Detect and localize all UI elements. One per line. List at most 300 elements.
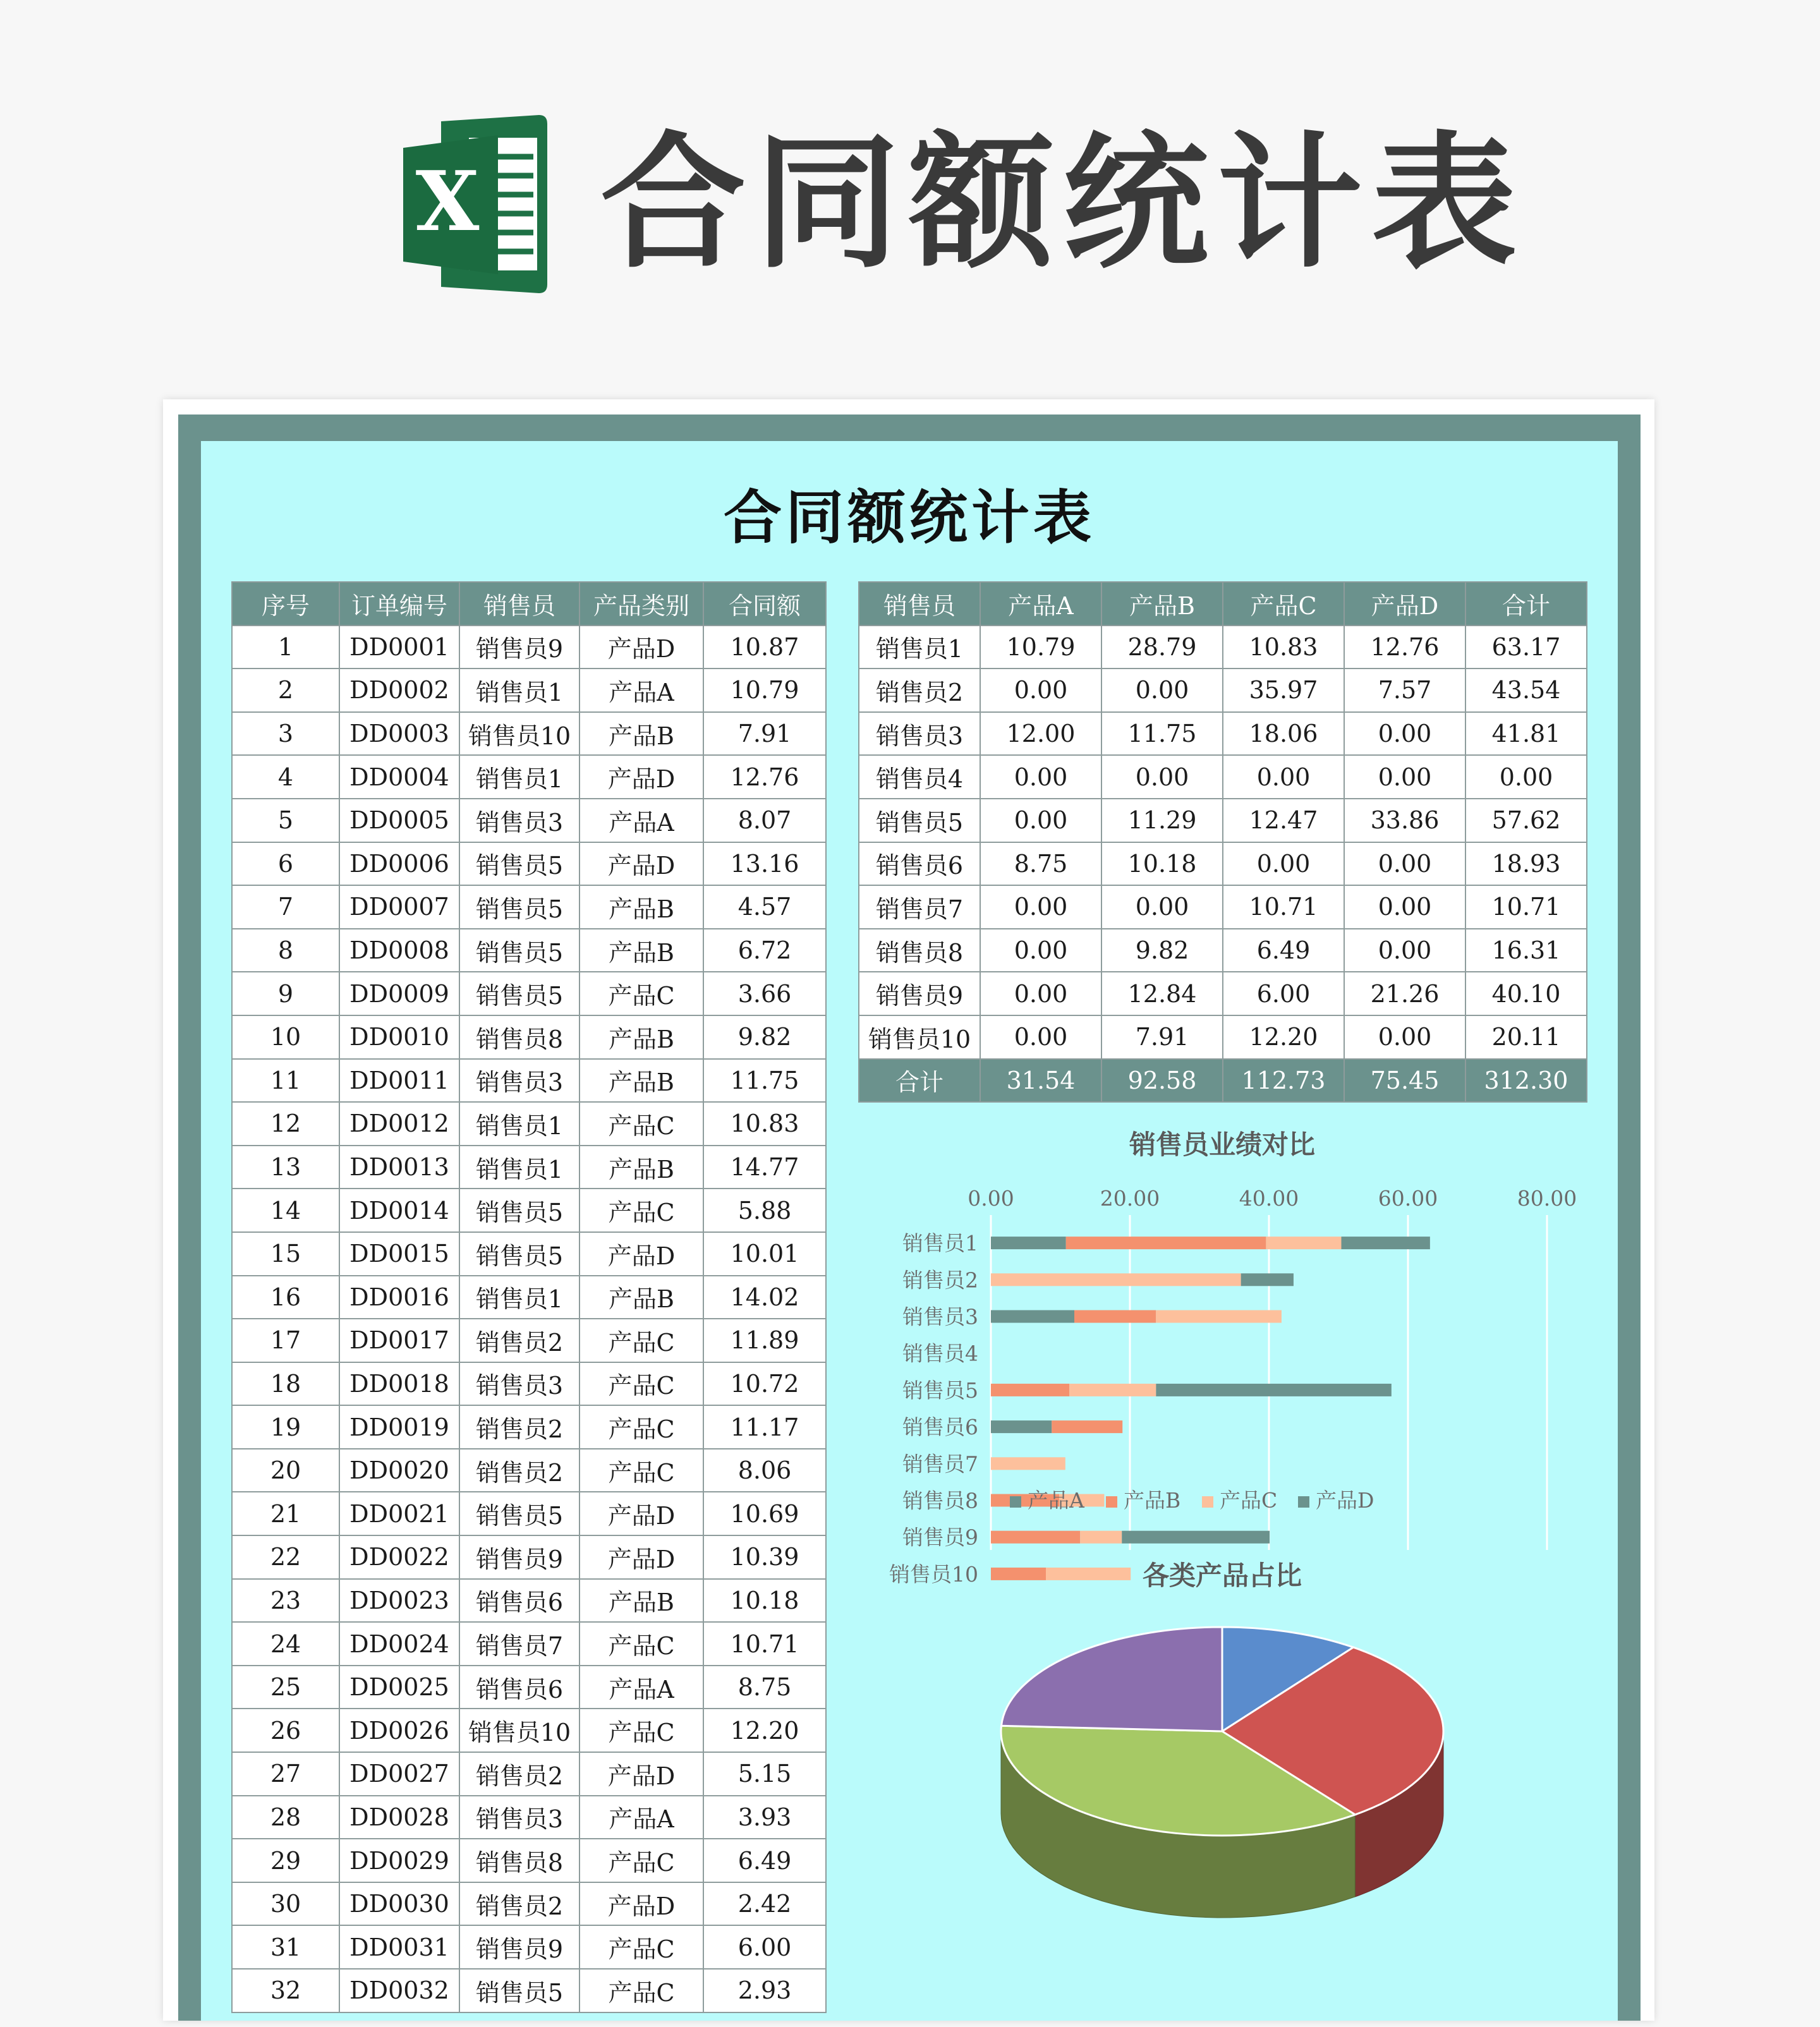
table-cell[interactable]: 57.62 (1465, 799, 1587, 842)
table-cell[interactable]: 销售员3 (459, 1362, 579, 1406)
table-cell[interactable]: 销售员1 (459, 1146, 579, 1189)
table-cell[interactable]: 产品B (579, 1276, 703, 1319)
table-cell[interactable]: 2.42 (703, 1882, 826, 1926)
table-cell[interactable]: 0.00 (1344, 712, 1465, 756)
table-cell[interactable]: DD0029 (339, 1839, 459, 1882)
table-cell[interactable]: 14 (232, 1189, 339, 1232)
table-cell[interactable]: 18 (232, 1362, 339, 1406)
legend-label: 产品A (1028, 1488, 1084, 1513)
x-tick-label: 60.00 (1378, 1186, 1438, 1211)
table-cell[interactable]: 0.00 (1465, 755, 1587, 799)
table-cell[interactable]: 41.81 (1465, 712, 1587, 756)
table-cell[interactable]: 0.00 (1344, 755, 1465, 799)
table-cell[interactable]: 0.00 (1101, 669, 1223, 712)
y-category-label: 销售员2 (902, 1268, 978, 1293)
table-cell[interactable]: 9.82 (703, 1015, 826, 1059)
table-cell[interactable]: 10 (232, 1015, 339, 1059)
table-cell[interactable]: 销售员10 (459, 1709, 579, 1752)
column-header[interactable]: 产品A (980, 582, 1101, 626)
table-cell[interactable]: 0.00 (1101, 885, 1223, 929)
table-cell[interactable]: 销售员7 (859, 885, 980, 929)
table-cell[interactable]: 销售员10 (459, 712, 579, 756)
table-cell[interactable]: 销售员1 (459, 669, 579, 712)
table-cell[interactable]: 销售员8 (859, 929, 980, 972)
table-cell[interactable]: 11 (232, 1059, 339, 1103)
table-cell[interactable]: 12.84 (1101, 972, 1223, 1015)
table-cell[interactable]: 销售员7 (459, 1622, 579, 1666)
total-cell[interactable]: 312.30 (1465, 1059, 1587, 1103)
column-header[interactable]: 产品D (1344, 582, 1465, 626)
table-cell[interactable]: DD0017 (339, 1319, 459, 1362)
table-cell[interactable]: 0.00 (980, 799, 1101, 842)
pie-slice (1002, 1627, 1223, 1731)
table-cell[interactable]: 产品D (579, 755, 703, 799)
table-cell[interactable]: 21 (232, 1492, 339, 1535)
table-cell[interactable]: 7.91 (1101, 1015, 1223, 1059)
table-cell[interactable]: 销售员5 (459, 842, 579, 886)
table-row (859, 712, 1587, 756)
table-cell[interactable]: 销售员5 (859, 799, 980, 842)
y-category-label: 销售员9 (902, 1525, 978, 1550)
table-cell[interactable]: 9 (232, 972, 339, 1015)
table-cell[interactable]: DD0024 (339, 1622, 459, 1666)
table-row (232, 929, 826, 972)
table-cell[interactable]: 产品C (579, 1709, 703, 1752)
table-cell[interactable]: DD0009 (339, 972, 459, 1015)
table-cell[interactable]: 0.00 (1344, 929, 1465, 972)
table-cell[interactable]: 销售员2 (459, 1405, 579, 1449)
table-cell[interactable]: 13.16 (703, 842, 826, 886)
legend-swatch (1010, 1496, 1021, 1508)
table-cell[interactable]: 5.15 (703, 1752, 826, 1796)
order-table (231, 581, 827, 2013)
table-cell[interactable]: 产品C (579, 1839, 703, 1882)
table-cell[interactable]: DD0007 (339, 885, 459, 929)
product-pie-chart (858, 1522, 1586, 2027)
table-cell[interactable]: 产品C (579, 1189, 703, 1232)
table-cell[interactable]: DD0004 (339, 755, 459, 799)
table-cell[interactable]: DD0018 (339, 1362, 459, 1406)
table-cell[interactable]: 5 (232, 799, 339, 842)
table-cell[interactable]: DD0008 (339, 929, 459, 972)
table-cell[interactable]: 14.77 (703, 1146, 826, 1189)
bar-segment (991, 1237, 1066, 1249)
table-cell[interactable]: 11.75 (703, 1059, 826, 1103)
table-cell[interactable]: DD0025 (339, 1666, 459, 1709)
table-cell[interactable]: 销售员2 (859, 669, 980, 712)
table-row (859, 842, 1587, 886)
column-header[interactable]: 合同额 (703, 582, 826, 626)
table-row (859, 626, 1587, 669)
table-row (232, 972, 826, 1015)
column-header[interactable]: 序号 (232, 582, 339, 626)
table-cell[interactable]: 销售员5 (459, 972, 579, 1015)
table-cell[interactable]: 销售员1 (459, 755, 579, 799)
table-cell[interactable]: 2 (232, 669, 339, 712)
table-cell[interactable]: 11.17 (703, 1405, 826, 1449)
table-cell[interactable]: 3.93 (703, 1796, 826, 1839)
bar-segment (1342, 1237, 1430, 1249)
excel-icon (403, 112, 549, 296)
table-row (232, 1622, 826, 1666)
table-cell[interactable]: 销售员5 (459, 1189, 579, 1232)
table-cell[interactable]: 11.75 (1101, 712, 1223, 756)
bar-segment (1156, 1310, 1282, 1323)
table-cell[interactable]: 0.00 (1344, 1015, 1465, 1059)
table-cell[interactable]: 销售员3 (459, 799, 579, 842)
table-cell[interactable]: 销售员10 (859, 1015, 980, 1059)
table-cell[interactable]: DD0023 (339, 1579, 459, 1623)
table-cell[interactable]: 13 (232, 1146, 339, 1189)
table-cell[interactable]: 10.83 (703, 1102, 826, 1146)
table-cell[interactable]: 17 (232, 1319, 339, 1362)
table-cell[interactable]: 产品B (579, 712, 703, 756)
table-cell[interactable]: 10.18 (703, 1579, 826, 1623)
table-cell[interactable]: 10.71 (1223, 885, 1344, 929)
total-cell[interactable]: 75.45 (1344, 1059, 1465, 1103)
table-cell[interactable]: 10.39 (703, 1535, 826, 1579)
table-cell[interactable]: 23 (232, 1579, 339, 1623)
bar-segment (1156, 1384, 1391, 1396)
table-cell[interactable]: 0.00 (1223, 755, 1344, 799)
table-cell[interactable]: 29 (232, 1839, 339, 1882)
table-cell[interactable]: 产品C (579, 1405, 703, 1449)
table-cell[interactable]: 20 (232, 1449, 339, 1492)
table-cell[interactable]: 12.76 (703, 755, 826, 799)
table-cell[interactable]: 0.00 (1101, 755, 1223, 799)
table-cell[interactable]: 销售员2 (459, 1319, 579, 1362)
column-header[interactable]: 产品类别 (579, 582, 703, 626)
table-cell[interactable]: 产品B (579, 1059, 703, 1103)
table-cell[interactable]: 4 (232, 755, 339, 799)
table-cell[interactable]: 10.72 (703, 1362, 826, 1406)
table-row (232, 712, 826, 756)
table-cell[interactable]: 销售员6 (459, 1666, 579, 1709)
table-cell[interactable]: 12.76 (1344, 626, 1465, 669)
table-cell[interactable]: 10.87 (703, 626, 826, 669)
table-row (232, 842, 826, 886)
table-cell[interactable]: 销售员3 (459, 1059, 579, 1103)
table-cell[interactable]: 产品C (579, 972, 703, 1015)
table-cell[interactable]: 32 (232, 1969, 339, 2012)
column-header[interactable]: 订单编号 (339, 582, 459, 626)
table-cell[interactable]: DD0010 (339, 1015, 459, 1059)
table-cell[interactable]: 18.93 (1465, 842, 1587, 886)
table-cell[interactable]: 19 (232, 1405, 339, 1449)
table-cell[interactable]: 43.54 (1465, 669, 1587, 712)
table-cell[interactable]: 10.18 (1101, 842, 1223, 886)
table-cell[interactable]: 销售员5 (459, 1232, 579, 1276)
table-cell[interactable]: 10.01 (703, 1232, 826, 1276)
table-cell[interactable]: 0.00 (1344, 885, 1465, 929)
table-cell[interactable]: 销售员6 (859, 842, 980, 886)
table-cell[interactable]: 3 (232, 712, 339, 756)
table-cell[interactable]: 12.20 (1223, 1015, 1344, 1059)
table-cell[interactable]: 10.79 (980, 626, 1101, 669)
table-cell[interactable]: 12.00 (980, 712, 1101, 756)
column-header[interactable]: 销售员 (459, 582, 579, 626)
table-row (232, 1102, 826, 1146)
y-category-label: 销售员10 (889, 1561, 978, 1587)
table-cell[interactable]: 销售员2 (459, 1449, 579, 1492)
x-tick-label: 80.00 (1517, 1186, 1577, 1211)
table-cell[interactable]: 0.00 (1223, 842, 1344, 886)
table-cell[interactable]: 产品D (579, 1752, 703, 1796)
total-row (859, 1059, 1587, 1103)
bar-segment (991, 1310, 1074, 1323)
table-cell[interactable]: 0.00 (980, 669, 1101, 712)
table-cell[interactable]: DD0003 (339, 712, 459, 756)
table-row (859, 1015, 1587, 1059)
table-cell[interactable]: DD0019 (339, 1405, 459, 1449)
table-cell[interactable]: 0.00 (980, 929, 1101, 972)
table-cell[interactable]: DD0005 (339, 799, 459, 842)
table-cell[interactable]: 产品C (579, 1319, 703, 1362)
table-row (232, 1319, 826, 1362)
table-cell[interactable]: DD0022 (339, 1535, 459, 1579)
table-cell[interactable]: 销售员2 (459, 1752, 579, 1796)
table-cell[interactable]: 0.00 (1344, 842, 1465, 886)
header-row (232, 582, 826, 626)
table-cell[interactable]: 6.49 (703, 1839, 826, 1882)
table-cell[interactable]: DD0030 (339, 1882, 459, 1926)
table-cell[interactable]: 产品D (579, 1882, 703, 1926)
table-cell[interactable]: 产品D (579, 842, 703, 886)
table-cell[interactable]: 销售员1 (459, 1276, 579, 1319)
x-tick-label: 40.00 (1239, 1186, 1299, 1211)
table-cell[interactable]: 1 (232, 626, 339, 669)
table-cell[interactable]: 8.75 (703, 1666, 826, 1709)
table-cell[interactable]: 产品A (579, 1666, 703, 1709)
table-row (232, 1276, 826, 1319)
table-row (859, 929, 1587, 972)
bar-segment (1066, 1237, 1266, 1249)
table-cell[interactable]: 33.86 (1344, 799, 1465, 842)
total-cell[interactable]: 31.54 (980, 1059, 1101, 1103)
table-cell[interactable]: DD0014 (339, 1189, 459, 1232)
table-cell[interactable]: DD0020 (339, 1449, 459, 1492)
table-cell[interactable]: 12 (232, 1102, 339, 1146)
table-cell[interactable]: 销售员8 (459, 1015, 579, 1059)
total-cell[interactable]: 92.58 (1101, 1059, 1223, 1103)
table-cell[interactable]: 产品B (579, 929, 703, 972)
total-cell[interactable]: 合计 (859, 1059, 980, 1103)
table-cell[interactable]: DD0015 (339, 1232, 459, 1276)
table-row (232, 1666, 826, 1709)
column-header[interactable]: 产品C (1223, 582, 1344, 626)
table-cell[interactable]: 销售员9 (459, 1535, 579, 1579)
table-cell[interactable]: 8.06 (703, 1449, 826, 1492)
table-cell[interactable]: 产品D (579, 1535, 703, 1579)
table-row (232, 1882, 826, 1926)
table-cell[interactable]: 7.91 (703, 712, 826, 756)
table-cell[interactable]: 6.00 (1223, 972, 1344, 1015)
table-row (859, 755, 1587, 799)
table-cell[interactable]: 产品B (579, 1146, 703, 1189)
table-cell[interactable]: DD0028 (339, 1796, 459, 1839)
table-cell[interactable]: 产品C (579, 1362, 703, 1406)
table-row (859, 885, 1587, 929)
table-cell[interactable]: DD0012 (339, 1102, 459, 1146)
pie-chart-title: 各类产品占比 (1142, 1560, 1302, 1591)
table-cell[interactable]: 产品A (579, 669, 703, 712)
table-cell[interactable]: DD0021 (339, 1492, 459, 1535)
table-cell[interactable]: 26 (232, 1709, 339, 1752)
table-cell[interactable]: 10.83 (1223, 626, 1344, 669)
table-cell[interactable]: DD0032 (339, 1969, 459, 2012)
table-cell[interactable]: 产品B (579, 1579, 703, 1623)
table-row (232, 1839, 826, 1882)
column-header[interactable]: 产品B (1101, 582, 1223, 626)
table-cell[interactable]: 0.00 (980, 972, 1101, 1015)
table-cell[interactable]: 产品B (579, 885, 703, 929)
bar-segment (1074, 1310, 1156, 1323)
y-category-label: 销售员8 (902, 1488, 978, 1513)
table-cell[interactable]: DD0027 (339, 1752, 459, 1796)
table-row (232, 1449, 826, 1492)
bar-segment (1069, 1384, 1156, 1396)
table-cell[interactable]: 63.17 (1465, 626, 1587, 669)
column-header[interactable]: 合计 (1465, 582, 1587, 626)
table-cell[interactable]: 0.00 (980, 755, 1101, 799)
y-category-label: 销售员5 (902, 1377, 978, 1403)
table-cell[interactable]: 产品C (579, 1102, 703, 1146)
table-cell[interactable]: 销售员4 (859, 755, 980, 799)
table-cell[interactable]: 16.31 (1465, 929, 1587, 972)
table-cell[interactable]: 22 (232, 1535, 339, 1579)
table-cell[interactable]: 24 (232, 1622, 339, 1666)
table-cell[interactable]: 销售员9 (859, 972, 980, 1015)
table-row (232, 1362, 826, 1406)
table-cell[interactable]: 8 (232, 929, 339, 972)
table-cell[interactable]: 0.00 (980, 1015, 1101, 1059)
table-cell[interactable]: 产品D (579, 1232, 703, 1276)
table-cell[interactable]: 16 (232, 1276, 339, 1319)
table-cell[interactable]: DD0031 (339, 1925, 459, 1969)
table-cell[interactable]: 销售员5 (459, 1492, 579, 1535)
table-cell[interactable]: 28 (232, 1796, 339, 1839)
table-cell[interactable]: 产品C (579, 1622, 703, 1666)
table-cell[interactable]: 销售员8 (459, 1839, 579, 1882)
table-cell[interactable]: DD0006 (339, 842, 459, 886)
table-cell[interactable]: 2.93 (703, 1969, 826, 2012)
table-cell[interactable]: 产品D (579, 626, 703, 669)
legend-label: 产品D (1316, 1488, 1374, 1513)
y-category-label: 销售员1 (902, 1231, 978, 1256)
table-cell[interactable]: 6.00 (703, 1925, 826, 1969)
table-cell[interactable]: 销售员1 (859, 626, 980, 669)
x-tick-label: 0.00 (968, 1186, 1014, 1211)
table-cell[interactable]: 销售员3 (859, 712, 980, 756)
table-cell[interactable]: 40.10 (1465, 972, 1587, 1015)
table-cell[interactable]: 8.75 (980, 842, 1101, 886)
table-row (232, 1189, 826, 1232)
table-cell[interactable]: 7.57 (1344, 669, 1465, 712)
legend-swatch (1106, 1496, 1117, 1508)
table-cell[interactable]: 销售员5 (459, 1969, 579, 2012)
table-cell[interactable]: 10.71 (1465, 885, 1587, 929)
table-cell[interactable]: 21.26 (1344, 972, 1465, 1015)
total-cell[interactable]: 112.73 (1223, 1059, 1344, 1103)
table-cell[interactable]: 18.06 (1223, 712, 1344, 756)
table-cell[interactable]: 销售员1 (459, 1102, 579, 1146)
table-cell[interactable]: 25 (232, 1666, 339, 1709)
banner (0, 0, 1820, 404)
table-cell[interactable]: 产品C (579, 1969, 703, 2012)
table-cell[interactable]: 产品C (579, 1449, 703, 1492)
table-cell[interactable]: DD0016 (339, 1276, 459, 1319)
table-cell[interactable]: 6.72 (703, 929, 826, 972)
table-cell[interactable]: 8.07 (703, 799, 826, 842)
bar-chart-title: 销售员业绩对比 (1129, 1129, 1316, 1160)
table-cell[interactable]: 12.47 (1223, 799, 1344, 842)
summary-table (858, 581, 1587, 1103)
table-row (232, 1492, 826, 1535)
table-cell[interactable]: 产品C (579, 1925, 703, 1969)
table-cell[interactable]: 15 (232, 1232, 339, 1276)
table-cell[interactable]: DD0026 (339, 1709, 459, 1752)
table-cell[interactable]: 27 (232, 1752, 339, 1796)
table-cell[interactable]: 7 (232, 885, 339, 929)
table-row (232, 1969, 826, 2012)
table-cell[interactable]: 4.57 (703, 885, 826, 929)
table-cell[interactable]: 销售员9 (459, 626, 579, 669)
table-cell[interactable]: 产品A (579, 1796, 703, 1839)
table-cell[interactable]: 30 (232, 1882, 339, 1926)
table-row (232, 1752, 826, 1796)
table-cell[interactable]: 销售员5 (459, 885, 579, 929)
table-cell[interactable]: 11.29 (1101, 799, 1223, 842)
table-cell[interactable]: 销售员6 (459, 1579, 579, 1623)
table-cell[interactable]: 10.79 (703, 669, 826, 712)
column-header[interactable]: 销售员 (859, 582, 980, 626)
table-cell[interactable]: 销售员3 (459, 1796, 579, 1839)
table-cell[interactable]: 6.49 (1223, 929, 1344, 972)
table-cell[interactable]: 5.88 (703, 1189, 826, 1232)
table-row (232, 885, 826, 929)
table-cell[interactable]: 产品B (579, 1015, 703, 1059)
table-cell[interactable]: DD0013 (339, 1146, 459, 1189)
table-cell[interactable]: 10.71 (703, 1622, 826, 1666)
table-cell[interactable]: 12.20 (703, 1709, 826, 1752)
spreadsheet-area (201, 441, 1618, 2021)
table-cell[interactable]: 产品D (579, 1492, 703, 1535)
table-cell[interactable]: 6 (232, 842, 339, 886)
table-cell[interactable]: 28.79 (1101, 626, 1223, 669)
x-tick-label: 20.00 (1100, 1186, 1160, 1211)
table-cell[interactable]: DD0002 (339, 669, 459, 712)
table-cell[interactable]: 14.02 (703, 1276, 826, 1319)
table-cell[interactable]: 20.11 (1465, 1015, 1587, 1059)
table-cell[interactable]: 3.66 (703, 972, 826, 1015)
table-row (232, 626, 826, 669)
table-cell[interactable]: DD0001 (339, 626, 459, 669)
table-row (859, 972, 1587, 1015)
table-cell[interactable]: 11.89 (703, 1319, 826, 1362)
y-category-label: 销售员4 (902, 1341, 978, 1366)
table-cell[interactable]: 产品A (579, 799, 703, 842)
table-cell[interactable]: 0.00 (980, 885, 1101, 929)
table-cell[interactable]: 销售员5 (459, 929, 579, 972)
table-cell[interactable]: 销售员2 (459, 1882, 579, 1926)
table-cell[interactable]: DD0011 (339, 1059, 459, 1103)
legend-swatch (1298, 1496, 1309, 1508)
table-cell[interactable]: 10.69 (703, 1492, 826, 1535)
table-cell[interactable]: 35.97 (1223, 669, 1344, 712)
table-cell[interactable]: 销售员9 (459, 1925, 579, 1969)
table-cell[interactable]: 9.82 (1101, 929, 1223, 972)
table-cell[interactable]: 31 (232, 1925, 339, 1969)
